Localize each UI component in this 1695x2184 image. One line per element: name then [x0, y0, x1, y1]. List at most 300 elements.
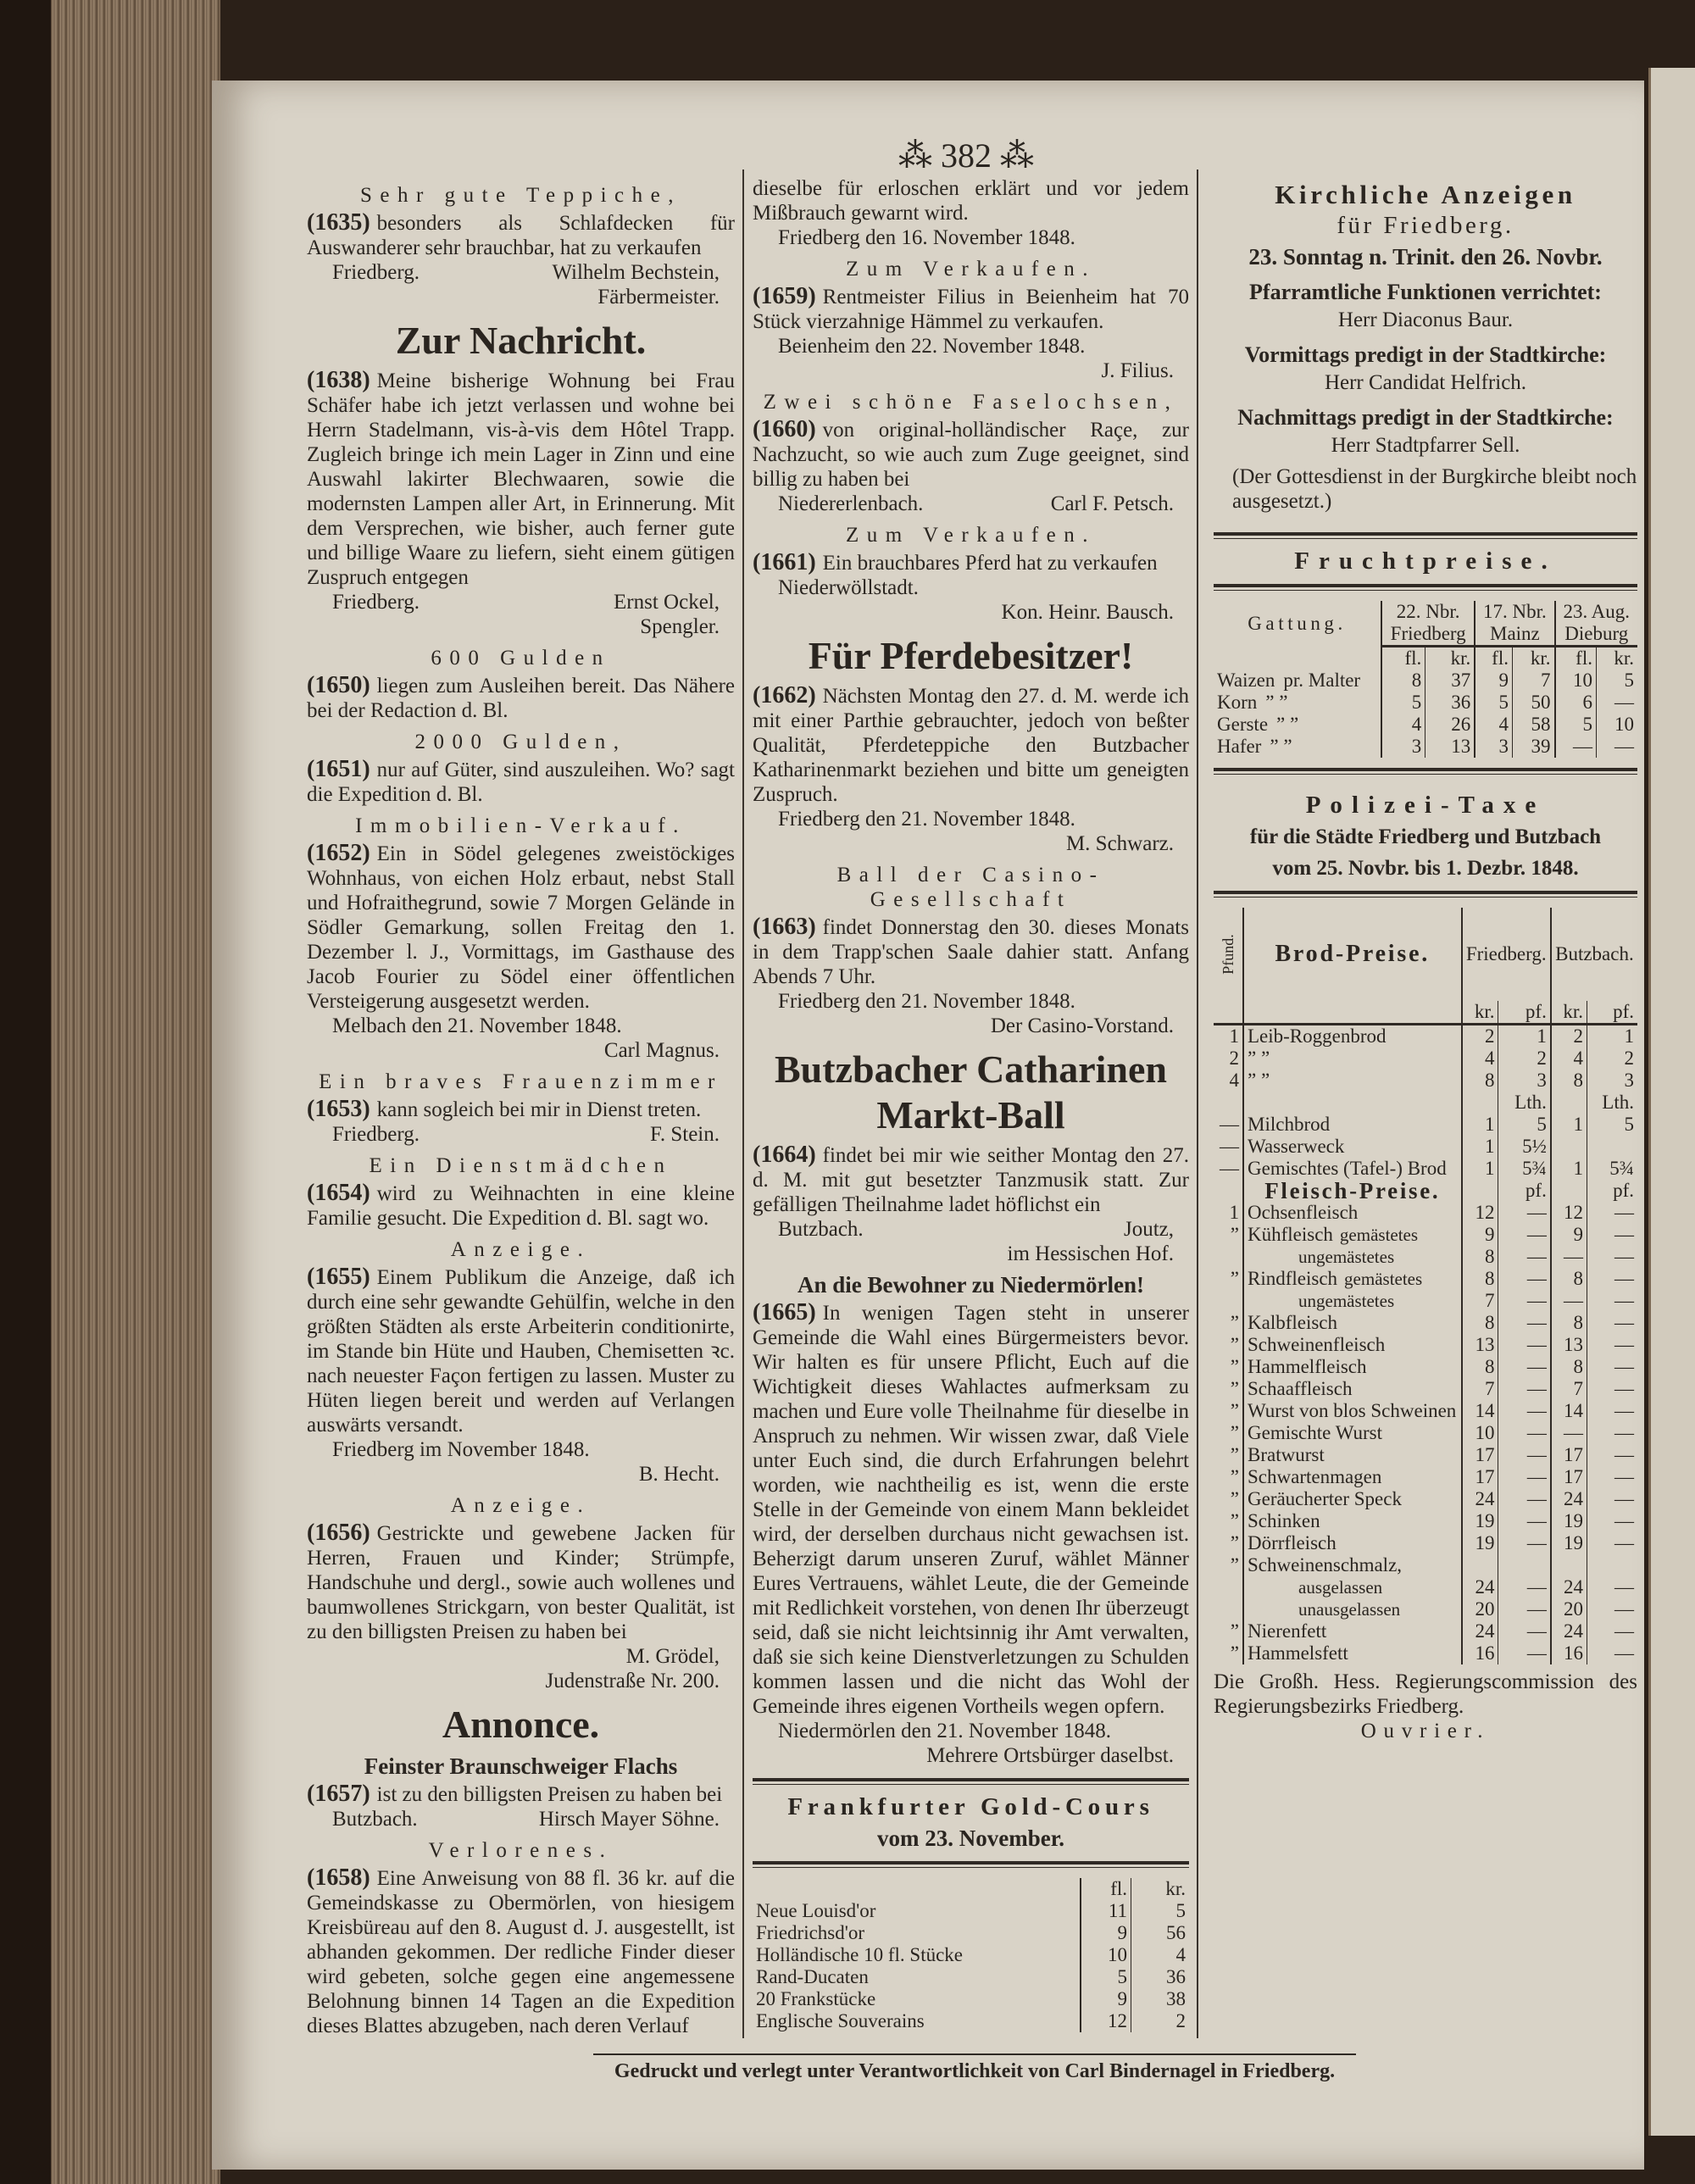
- police-tax-table: [1214, 908, 1637, 1664]
- ad-text: [753, 550, 1189, 575]
- item: ” ”: [1248, 1070, 1270, 1091]
- pound-quantity: 1: [1229, 1202, 1239, 1223]
- price-value: —: [1498, 1356, 1551, 1378]
- ad-heading: Zum Verkaufen.: [846, 524, 1096, 547]
- ad-text: [307, 841, 735, 1014]
- ad-text: [307, 1181, 735, 1231]
- ad-place-date: Friedberg den 21. November 1848.: [778, 808, 1075, 831]
- ad-body: kann sogleich bei mir in Dienst treten.: [376, 1098, 702, 1121]
- value-kr: 4: [1131, 1944, 1190, 1966]
- price-value: 4: [1551, 1048, 1587, 1070]
- units-row: [1214, 1001, 1637, 1025]
- pound-quantity: ”: [1230, 1356, 1239, 1377]
- ad-heading: An die Bewohner zu Niedermörlen!: [797, 1272, 1144, 1298]
- ad-number: (1651): [307, 756, 370, 782]
- price-value: 8: [1462, 1356, 1498, 1378]
- unit: kr.: [1462, 1001, 1498, 1025]
- unit: fl.: [1381, 647, 1425, 670]
- table-row: [1214, 1025, 1637, 1048]
- price-value: —: [1498, 1510, 1551, 1532]
- pfund-label: Pfund.: [1220, 934, 1237, 975]
- table-row: [1214, 1136, 1637, 1158]
- page-number-value: 382: [941, 136, 992, 175]
- ad-heading: Ein braves Frauenzimmer: [319, 1070, 723, 1093]
- table-row: [753, 1900, 1189, 1922]
- item: Bratwurst: [1248, 1444, 1325, 1465]
- table-header-row: [753, 1878, 1189, 1900]
- price-value: 12: [1462, 1202, 1498, 1224]
- divider: [1214, 584, 1637, 591]
- gold-cours-section: [753, 1795, 1189, 2032]
- item: Schaaffleisch: [1248, 1378, 1353, 1399]
- price-value: 4: [1462, 1048, 1498, 1070]
- ad-text: [307, 1097, 735, 1122]
- ad-number: (1660): [753, 416, 816, 442]
- price-value: —: [1587, 1444, 1637, 1466]
- price-value: 20: [1551, 1598, 1587, 1620]
- ad-signature: im Hessischen Hof.: [1007, 1242, 1174, 1265]
- fruit-prices-table: [1214, 601, 1637, 758]
- table-row: [1214, 1554, 1637, 1576]
- ad-text: [753, 914, 1189, 989]
- church-function-label: Pfarramtliche Funktionen verrichtet:: [1249, 280, 1602, 304]
- item: Nierenfett: [1248, 1620, 1327, 1642]
- ad-number: (1664): [753, 1142, 816, 1168]
- price-value: 17: [1462, 1466, 1498, 1488]
- item: Kalbfleisch: [1248, 1312, 1338, 1333]
- signer: Ouvrier.: [1360, 1720, 1491, 1742]
- divider: [753, 1778, 1189, 1785]
- price-value: 17: [1462, 1444, 1498, 1466]
- ad-place: Niedererlenbach.: [778, 492, 924, 515]
- value-kr: 38: [1131, 1988, 1190, 2010]
- price-value: [1551, 1092, 1587, 1114]
- price-value: —: [1587, 1466, 1637, 1488]
- ad-body: dieselbe für erloschen erklärt und vor jedem Mißbrauch gewarnt wird.: [753, 177, 1189, 225]
- value-fl: 9: [1081, 1922, 1131, 1944]
- price-value: —: [1498, 1642, 1551, 1664]
- ad-signature: Mehrere Ortsbürger daselbst.: [926, 1744, 1174, 1767]
- table-row: [1214, 1488, 1637, 1510]
- table-row: [1214, 1532, 1637, 1554]
- ad-place: Friedberg.: [332, 261, 420, 284]
- church-officiant: Herr Diaconus Baur.: [1337, 308, 1514, 331]
- ad-text: [307, 1781, 735, 1807]
- grain-name: [1214, 670, 1381, 692]
- price-value: 1: [1587, 1025, 1637, 1048]
- price-value: —: [1587, 1576, 1637, 1598]
- ad-body: Ein in Södel gelegenes zweistöckiges Wohnhaus, von eichen Holz erbaut, nebst Stall und Hofraithegrund, sowie 7 Morgen Gelände in Södler Gemarkung, sollen Freitag den 1. Dezember l. J., Vormittags, im Gasthause des Jacob Fourier zu Södel einer öffentlichen Versteigerung ausgesetzt werden.: [307, 842, 735, 1013]
- empty-cell: [1214, 1180, 1243, 1202]
- price-value: 16: [1551, 1642, 1587, 1664]
- ad-number: (1663): [753, 914, 816, 940]
- ad-body: Gestrickte und gewebene Jacken für Herren, Frauen und Kinder; Strümpfe, Handschuhe und dergl., sowie auch wollenes und baumwollenes Strickgarn, von bester Qualität, ist zu den billigsten Preisen zu haben bei: [307, 1522, 735, 1643]
- unit: fl.: [1475, 647, 1512, 670]
- price-value: —: [1498, 1268, 1551, 1290]
- item: Schinken: [1248, 1510, 1320, 1531]
- price-value: 10: [1555, 670, 1597, 692]
- price-value: 7: [1551, 1378, 1587, 1400]
- pound-quantity: [1214, 1598, 1243, 1620]
- grain: Waizen: [1217, 670, 1275, 691]
- price-value: 24: [1462, 1488, 1498, 1510]
- fruit-prices-title: Fruchtpreise.: [1294, 547, 1557, 575]
- pound-quantity: 1: [1229, 1025, 1239, 1047]
- pound-quantity: ”: [1230, 1422, 1239, 1443]
- price-value: 5: [1596, 670, 1637, 692]
- price-value: —: [1498, 1620, 1551, 1642]
- ad-body: von original-holländischer Raçe, zur Nachzucht, so wie auch zum Zuge geeignet, sind billig zu haben bei: [753, 419, 1189, 491]
- table-row: [1214, 1378, 1637, 1400]
- pound-quantity: ”: [1230, 1334, 1239, 1355]
- imprint-footer: Gedruckt und verlegt unter Verantwortlichkeit von Carl Bindernagel in Friedberg.: [593, 2053, 1356, 2083]
- ad-number: (1661): [753, 549, 816, 575]
- item-name: [1243, 1422, 1462, 1444]
- value-fl: 12: [1081, 2010, 1131, 2032]
- table-row: [1214, 1356, 1637, 1378]
- price-value: [1587, 1554, 1637, 1576]
- item: Gemischte Wurst: [1248, 1422, 1382, 1443]
- church-function-label: Vormittags predigt in der Stadtkirche:: [1244, 342, 1607, 367]
- price-value: 1: [1462, 1114, 1498, 1136]
- price-value: —: [1587, 1642, 1637, 1664]
- item-name: [1243, 1224, 1462, 1246]
- ad-body: findet bei mir wie seither Montag den 27. d. M. mit gut besetzter Tanzmusik statt. Zur gefälligen Theilnahme ladet höflichst ein: [753, 1144, 1189, 1216]
- price-value: 19: [1462, 1510, 1498, 1532]
- ad-number: (1658): [307, 1864, 370, 1891]
- pound-quantity: ”: [1230, 1378, 1239, 1399]
- ad-body: findet Donnerstag den 30. dieses Monats in dem Trapp'schen Saale dahier statt. Anfang Abends 7 Uhr.: [753, 916, 1189, 988]
- grain-unit: ” ”: [1265, 692, 1288, 713]
- item: Ochsenfleisch: [1248, 1202, 1359, 1223]
- table-row: [1214, 1224, 1637, 1246]
- market-date: 22. Nbr.: [1381, 601, 1475, 623]
- coin-name: Holländische 10 fl. Stücke: [756, 1944, 964, 1965]
- price-value: —: [1587, 1532, 1637, 1554]
- ad-signature: Joutz,: [1123, 1218, 1174, 1241]
- item: Geräucherter Speck: [1248, 1488, 1402, 1509]
- price-value: 50: [1512, 692, 1554, 714]
- ad-number: (1638): [307, 367, 370, 393]
- pound-quantity: ”: [1230, 1268, 1239, 1289]
- item-name: [1243, 1268, 1462, 1290]
- table-row: [1214, 1466, 1637, 1488]
- ad-body: Nächsten Montag den 27. d. M. werde ich mit einer Parthie gebrauchter, jedoch von beßter Qualität, Pferdeteppiche den Butzbacher Katharinenmarkt beziehen und bitte um geneigten Zuspruch.: [753, 685, 1189, 806]
- unit: [1462, 1180, 1498, 1202]
- church-date: 23. Sonntag n. Trinit. den 26. Novbr.: [1248, 244, 1603, 270]
- church-subtitle: für Friedberg.: [1337, 212, 1514, 239]
- unit: kr.: [1551, 1001, 1587, 1025]
- price-value: —: [1587, 1290, 1637, 1312]
- item-variant: unausgelassen: [1298, 1599, 1401, 1620]
- column-divider: [1197, 169, 1198, 2038]
- ad-text: [753, 1300, 1189, 1719]
- unit: [1551, 1180, 1587, 1202]
- price-value: —: [1551, 1422, 1587, 1444]
- price-value: 3: [1475, 736, 1512, 758]
- value-kr: 56: [1131, 1922, 1190, 1944]
- price-value: 1: [1498, 1025, 1551, 1048]
- empty-cell: [1243, 1001, 1462, 1025]
- ad-number: (1653): [307, 1096, 370, 1122]
- item-name: [1243, 1356, 1462, 1378]
- price-value: 9: [1475, 670, 1512, 692]
- column-header-pfund: [1214, 908, 1243, 1001]
- item-name: [1243, 1444, 1462, 1466]
- pound-quantity: [1214, 1092, 1243, 1114]
- ad-place-date: Friedberg den 16. November 1848.: [778, 226, 1075, 249]
- ad-heading: Annonce.: [442, 1703, 600, 1746]
- price-value: 20: [1462, 1598, 1498, 1620]
- market-date: 17. Nbr.: [1475, 601, 1554, 623]
- table-row: [1214, 1620, 1637, 1642]
- ad-signature: J. Filius.: [1101, 359, 1174, 382]
- price-value: [1551, 1136, 1587, 1158]
- ad-signature: F. Stein.: [649, 1123, 720, 1146]
- price-value: 5¾: [1498, 1158, 1551, 1180]
- ad-text: [753, 683, 1189, 807]
- price-value: —: [1587, 1620, 1637, 1642]
- ad-number: (1650): [307, 672, 370, 698]
- price-value: 26: [1425, 714, 1475, 736]
- table-row: [753, 1988, 1189, 2010]
- table-header-row: [1214, 908, 1637, 1001]
- item: Hammelsfett: [1248, 1642, 1348, 1664]
- ad-place-date: Friedberg den 21. November 1848.: [778, 990, 1075, 1013]
- price-value: 10: [1462, 1422, 1498, 1444]
- ad-heading: Für Pferdebesitzer!: [808, 634, 1134, 677]
- coin-name: Neue Louisd'or: [756, 1900, 876, 1921]
- grain-name: [1214, 736, 1381, 758]
- price-value: 8: [1381, 670, 1425, 692]
- ad-body: liegen zum Ausleihen bereit. Das Nähere bei der Redaction d. Bl.: [307, 675, 735, 722]
- price-value: 1: [1551, 1158, 1587, 1180]
- table-row: [1214, 1048, 1637, 1070]
- pound-quantity: —: [1220, 1158, 1239, 1179]
- ad-number: (1656): [307, 1520, 370, 1546]
- price-value: —: [1587, 1224, 1637, 1246]
- price-value: —: [1587, 1400, 1637, 1422]
- price-value: —: [1498, 1400, 1551, 1422]
- item-name: [1243, 1598, 1462, 1620]
- church-note: (Der Gottesdienst in der Burgkirche bleibt noch ausgesetzt.): [1232, 465, 1637, 513]
- table-row: [1214, 1598, 1637, 1620]
- price-value: —: [1551, 1246, 1587, 1268]
- ad-body: Einem Publikum die Anzeige, daß ich durch eine sehr gewandte Gehülfin, welche in den größten Städten als erste Arbeiterin conditionirte, im Stande bin Hüte und Hauben, Chemisetten ꝛc. nach neuester Façon fertigen zu lassen. Muster zu Hüten liegen bereit und werden auf Verlangen auswärts versandt.: [307, 1266, 735, 1437]
- table-row: [1214, 1334, 1637, 1356]
- ad-heading: Ein Dienstmädchen: [369, 1154, 673, 1177]
- price-value: —: [1498, 1576, 1551, 1598]
- ad-place-signature: [753, 1217, 1189, 1242]
- item-name: [1243, 1466, 1462, 1488]
- page-number: ⁂ 382 ⁂: [898, 136, 1034, 175]
- church-title: Kirchliche Anzeigen: [1275, 180, 1576, 209]
- pound-quantity: ”: [1230, 1642, 1239, 1664]
- ad-signature: B. Hecht.: [638, 1463, 720, 1486]
- item-variant: ausgelassen: [1298, 1577, 1383, 1598]
- adjacent-page-edge: [1648, 68, 1695, 2136]
- ad-signature: Judenstraße Nr. 200.: [545, 1670, 720, 1692]
- price-value: 3: [1587, 1070, 1637, 1092]
- ad-place-signature: [307, 1122, 735, 1147]
- price-value: —: [1587, 1356, 1637, 1378]
- price-value: —: [1551, 1290, 1587, 1312]
- pound-quantity: ”: [1230, 1554, 1239, 1575]
- gold-cours-table: [753, 1878, 1189, 2032]
- pound-quantity: ”: [1230, 1510, 1239, 1531]
- price-value: —: [1498, 1312, 1551, 1334]
- price-value: 8: [1551, 1070, 1587, 1092]
- price-value: —: [1498, 1598, 1551, 1620]
- price-value: 10: [1596, 714, 1637, 736]
- price-value: —: [1555, 736, 1597, 758]
- value-kr: 5: [1131, 1900, 1190, 1922]
- price-value: —: [1587, 1202, 1637, 1224]
- price-value: 14: [1551, 1400, 1587, 1422]
- ad-place-signature: [307, 1807, 735, 1831]
- item-name: [1243, 1202, 1462, 1224]
- price-value: 17: [1551, 1444, 1587, 1466]
- ad-signature: Wilhelm Bechstein,: [552, 261, 720, 284]
- item-name: [1243, 1576, 1462, 1598]
- coin-name: Rand-Ducaten: [756, 1966, 869, 1987]
- grain: Hafer: [1217, 736, 1262, 757]
- ad-number: (1659): [753, 283, 816, 309]
- ad-heading: Anzeige.: [450, 1238, 592, 1261]
- item: Schweinenfleisch: [1248, 1334, 1386, 1355]
- grain-unit: ” ”: [1276, 714, 1299, 735]
- pound-quantity: ”: [1230, 1312, 1239, 1333]
- ad-heading: Butzbacher Catharinen Markt-Ball: [775, 1048, 1167, 1136]
- ad-place: Butzbach.: [332, 1808, 418, 1831]
- ad-body: ist zu den billigsten Preisen zu haben bei: [376, 1783, 723, 1806]
- price-value: Lth.: [1498, 1092, 1551, 1114]
- item-name: [1243, 1246, 1462, 1268]
- price-value: 8: [1551, 1356, 1587, 1378]
- item: ” ”: [1248, 1048, 1270, 1069]
- ad-place-signature: [753, 492, 1189, 516]
- price-value: —: [1587, 1422, 1637, 1444]
- table-header-row: [1214, 601, 1637, 623]
- price-value: 14: [1462, 1400, 1498, 1422]
- ad-signature: Färbermeister.: [597, 286, 720, 308]
- price-value: —: [1596, 736, 1637, 758]
- price-value: —: [1498, 1488, 1551, 1510]
- authority: Die Großh. Hess. Regierungscommission des Regierungsbezirks Friedberg.: [1214, 1670, 1637, 1718]
- empty-cell: [1214, 647, 1381, 670]
- price-value: 1: [1551, 1114, 1587, 1136]
- price-value: 5¾: [1587, 1158, 1637, 1180]
- item-variant: gemästetes: [1344, 1269, 1423, 1289]
- middle-column: [753, 176, 1189, 2032]
- coin-name: 20 Frankstücke: [756, 1988, 876, 2009]
- value-fl: 11: [1081, 1900, 1131, 1922]
- ad-body: wird zu Weihnachten in eine kleine Familie gesucht. Die Expedition d. Bl. sagt wo.: [307, 1182, 735, 1230]
- ad-signature: Kon. Heinr. Bausch.: [1001, 601, 1174, 624]
- price-value: 16: [1462, 1642, 1498, 1664]
- column-header: kr.: [1131, 1878, 1190, 1900]
- price-value: 7: [1512, 670, 1554, 692]
- ad-heading: Feinster Braunschweiger Flachs: [364, 1753, 678, 1779]
- item-name: [1243, 1158, 1462, 1180]
- value-kr: 2: [1131, 2010, 1190, 2032]
- price-value: 9: [1462, 1224, 1498, 1246]
- ad-heading: 2000 Gulden,: [414, 731, 627, 753]
- ad-text: [307, 368, 735, 590]
- ad-text: [307, 1865, 735, 2038]
- church-officiant: Herr Stadtpfarrer Sell.: [1331, 434, 1520, 457]
- price-value: 36: [1425, 692, 1475, 714]
- ad-body: nur auf Güter, sind auszuleihen. Wo? sagt die Expedition d. Bl.: [307, 759, 735, 806]
- item: Schweinenschmalz,: [1248, 1554, 1403, 1575]
- price-value: 8: [1462, 1246, 1498, 1268]
- table-row: [1214, 714, 1637, 736]
- price-value: —: [1498, 1202, 1551, 1224]
- price-value: 24: [1462, 1620, 1498, 1642]
- ad-text: [753, 417, 1189, 492]
- price-value: 5: [1498, 1114, 1551, 1136]
- pound-quantity: ”: [1230, 1488, 1239, 1509]
- value-fl: 5: [1081, 1966, 1131, 1988]
- value-fl: 9: [1081, 1988, 1131, 2010]
- ad-place-date: Melbach den 21. November 1848.: [332, 1014, 622, 1037]
- price-value: [1462, 1092, 1498, 1114]
- price-value: 8: [1551, 1268, 1587, 1290]
- pound-quantity: —: [1220, 1136, 1239, 1157]
- ad-place: Butzbach.: [778, 1218, 864, 1241]
- item-name: [1243, 1554, 1462, 1576]
- price-value: —: [1498, 1224, 1551, 1246]
- item-name: [1243, 1532, 1462, 1554]
- ad-heading: Anzeige.: [450, 1494, 592, 1517]
- price-value: 3: [1498, 1070, 1551, 1092]
- table-row: [1214, 1510, 1637, 1532]
- ad-number: (1635): [307, 209, 370, 236]
- price-value: 19: [1551, 1510, 1587, 1532]
- price-value: —: [1596, 692, 1637, 714]
- table-row: [1214, 1422, 1637, 1444]
- table-row: [1214, 1444, 1637, 1466]
- pound-quantity: [1214, 1576, 1243, 1598]
- grain-unit: ” ”: [1270, 736, 1292, 757]
- table-row: [1214, 1246, 1637, 1268]
- market-place: Friedberg: [1381, 623, 1475, 647]
- ad-body: besonders als Schlafdecken für Auswanderer sehr brauchbar, hat zu verkaufen: [307, 212, 735, 259]
- brod-title: Brod-Preise.: [1243, 908, 1462, 1001]
- ad-number: (1662): [753, 682, 816, 709]
- price-value: —: [1587, 1488, 1637, 1510]
- market-place: Dieburg: [1555, 623, 1637, 647]
- price-value: —: [1587, 1246, 1637, 1268]
- price-value: 24: [1462, 1576, 1498, 1598]
- divider: [1214, 891, 1637, 897]
- ad-text: [307, 673, 735, 723]
- ad-place-date: Niedermörlen den 21. November 1848.: [778, 1720, 1111, 1742]
- price-value: —: [1498, 1334, 1551, 1356]
- grain: Korn: [1217, 692, 1258, 713]
- item: Gemischtes (Tafel-) Brod: [1248, 1158, 1447, 1179]
- ad-number: (1665): [753, 1299, 816, 1325]
- police-tax-title: Polizei-Taxe: [1305, 792, 1546, 819]
- pound-quantity: [1214, 1246, 1243, 1268]
- price-value: —: [1498, 1290, 1551, 1312]
- value-fl: 10: [1081, 1944, 1131, 1966]
- ad-body: Meine bisherige Wohnung bei Frau Schäfer habe ich jetzt verlassen und wohne bei Herrn Stadelmann, vis-à-vis dem Hôtel Trapp. Zugleich bringe ich mein Lager in Zinn und eine Auswahl lakirter Blechwaaren, sowie die modernsten Lampen aller Art, in Erinnerung. Mit dem Versprechen, wie bisher, auch ferner gute und billige Waare zu liefern, sieht einem gütigen Zuspruch entgegen: [307, 370, 735, 589]
- item-name: [1243, 1312, 1462, 1334]
- ad-signature: Carl F. Petsch.: [1050, 492, 1174, 515]
- price-value: 9: [1551, 1224, 1587, 1246]
- police-tax-dates: vom 25. Novbr. bis 1. Dezbr. 1848.: [1272, 857, 1579, 880]
